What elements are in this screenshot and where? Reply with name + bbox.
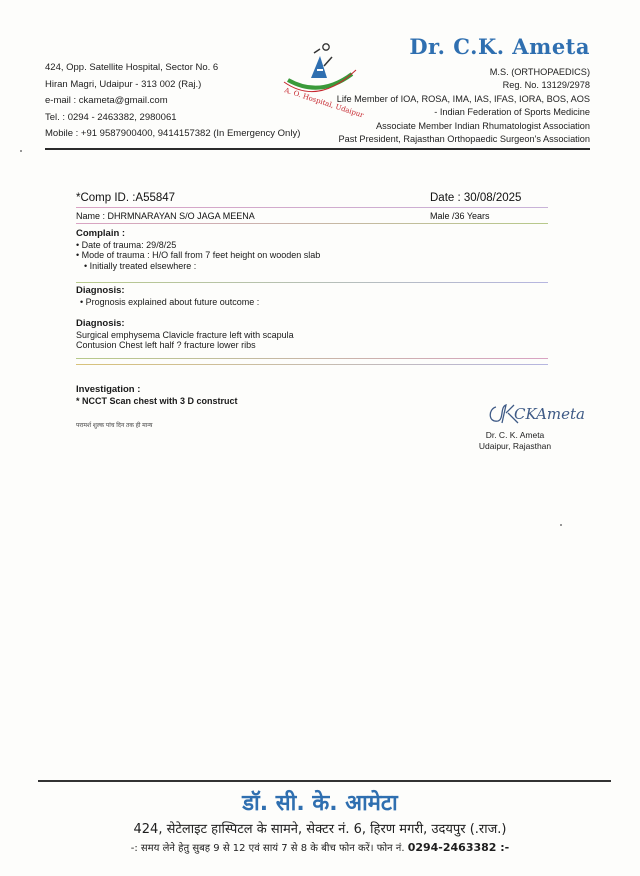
- patient-name: Name : DHRMNARAYAN S/O JAGA MEENA: [76, 211, 255, 221]
- complain-item: • Date of trauma: 29/8/25: [76, 239, 177, 250]
- address-line-1: 424, Opp. Satellite Hospital, Sector No. 6: [45, 62, 219, 73]
- diagnosis-heading: Diagnosis:: [76, 285, 125, 296]
- comp-id: *Comp ID. :A55847: [76, 192, 176, 204]
- diagnosis-item: Contusion Chest left half ? fracture lower ribs: [76, 340, 256, 351]
- qualification-line: Past President, Rajasthan Orthopaedic Surgeon's Association: [338, 134, 590, 145]
- footer-doctor-name: डॉ. सी. के. आमेटा: [242, 791, 398, 816]
- signature-scribble-icon: [484, 397, 585, 429]
- diagnosis-item: Surgical emphysema Clavicle fracture left with scapula: [76, 329, 294, 340]
- footer-address: 424, सेटेलाइट हास्पिटल के सामने, सेक्टर नं. 6, हिरण मगरी, उदयपुर (.राज.): [133, 822, 507, 837]
- diagnosis-item: • Prognosis explained about future outcome :: [80, 296, 260, 307]
- header-divider: [45, 148, 590, 150]
- qualification-line: - Indian Federation of Sports Medicine: [434, 107, 590, 118]
- divider-line: [76, 364, 548, 365]
- consultation-validity-note: परामर्श शुल्क पांच दिन तक ही मान्य: [76, 423, 153, 429]
- investigation-section: [76, 385, 238, 406]
- footer-timing-text: -: समय लेने हेतु सुबह 9 से 12 एवं सायं 7 से 8 के बीच फोन करें। फोन नं.: [130, 843, 405, 854]
- patient-sex-age: Male /36 Years: [430, 211, 490, 221]
- visit-date: Date : 30/08/2025: [430, 192, 522, 204]
- divider-line: [76, 223, 548, 224]
- qualification-line: M.S. (ORTHOPAEDICS): [489, 67, 590, 77]
- footer-divider: [38, 780, 611, 782]
- diagnosis-section: [76, 286, 259, 307]
- telephone-line: Tel. : 0294 - 2463382, 2980061: [45, 111, 177, 123]
- footer-timing: [0, 840, 640, 854]
- address-line-2: Hiran Magri, Udaipur - 313 002 (Raj.): [45, 78, 202, 90]
- email-line: e-mail : ckameta@gmail.com: [45, 95, 168, 106]
- complain-section: [76, 229, 320, 271]
- investigation-item: * NCCT Scan chest with 3 D construct: [76, 395, 238, 406]
- qualifications-block: [270, 66, 590, 146]
- investigation-heading: Investigation :: [76, 384, 141, 395]
- qualification-line: Associate Member Indian Rhumatologist Association: [376, 120, 590, 131]
- complain-heading: Complain :: [76, 228, 126, 239]
- qualification-line: Reg. No. 13129/2978: [502, 80, 590, 91]
- footer-phone: 0294-2463382 :-: [407, 841, 510, 854]
- qualification-line: Life Member of IOA, ROSA, IMA, IAS, IFAS, IORA, BOS, AOS: [336, 93, 590, 104]
- signatory-name: Dr. C. K. Ameta: [485, 430, 545, 440]
- diagnosis-heading: Diagnosis:: [76, 318, 125, 329]
- paper-speck: [20, 150, 22, 152]
- signature: [484, 397, 585, 429]
- signature-details: [470, 430, 560, 451]
- diagnosis-section: [76, 319, 294, 351]
- complain-item: • Initially treated elsewhere :: [84, 260, 197, 271]
- divider-line: [76, 358, 548, 359]
- complain-item: • Mode of trauma : H/O fall from 7 feet height on wooden slab: [76, 250, 321, 261]
- logo-text: A. O. Hospital, Udaipur: [283, 86, 365, 120]
- signature-text: CKAmeta: [514, 405, 585, 423]
- divider-line: [76, 282, 548, 283]
- paper-speck: [560, 524, 562, 526]
- clinic-address-block: [45, 60, 300, 143]
- doctor-name-heading: Dr. C.K. Ameta: [409, 34, 590, 59]
- divider-line: [76, 207, 548, 208]
- mobile-line: Mobile : +91 9587900400, 9414157382 (In Emergency Only): [45, 128, 301, 139]
- signatory-place: Udaipur, Rajasthan: [478, 440, 552, 451]
